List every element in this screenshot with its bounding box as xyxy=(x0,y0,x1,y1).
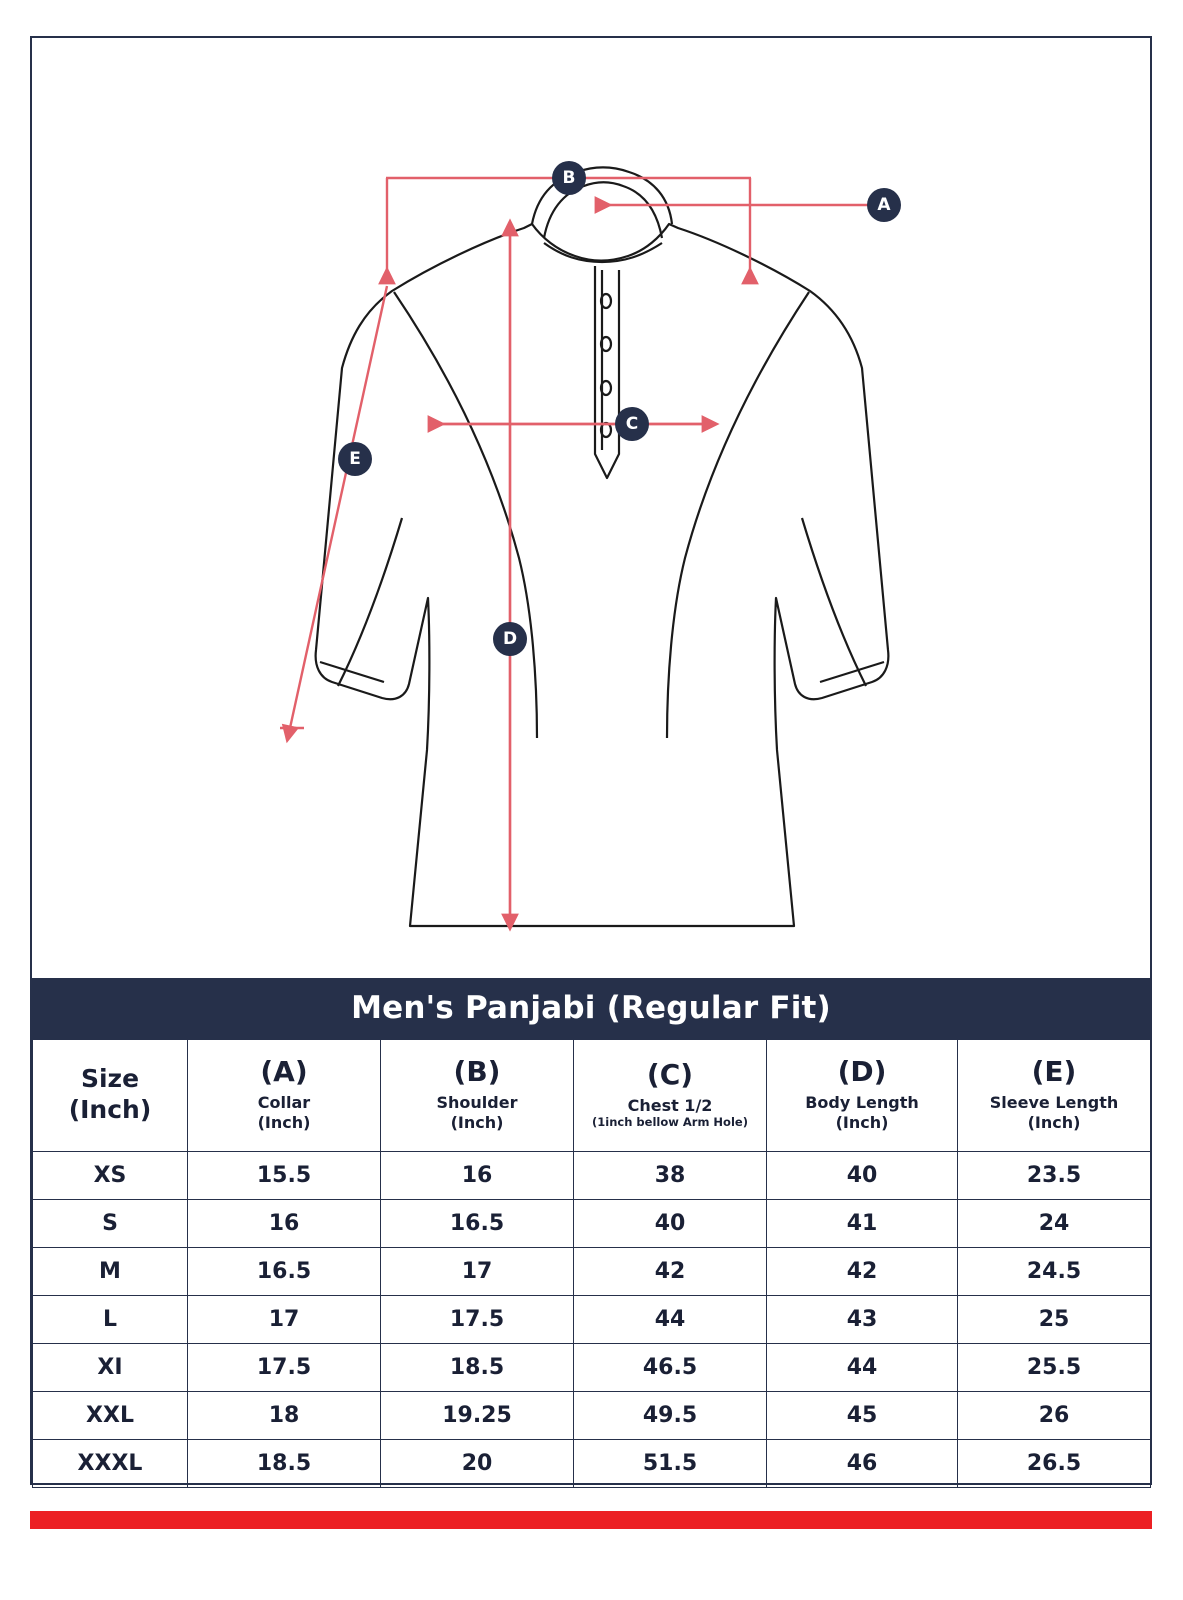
cell-collar: 15.5 xyxy=(188,1152,381,1200)
callout-badge-c xyxy=(615,407,649,441)
callout-badge-e xyxy=(338,442,372,476)
callout-label-e: E xyxy=(349,449,361,469)
header-shoulder-name: Shoulder xyxy=(436,1093,518,1113)
cell-body-length: 45 xyxy=(767,1392,958,1440)
header-shoulder-unit: (Inch) xyxy=(450,1113,504,1133)
cell-collar: 18.5 xyxy=(188,1440,381,1488)
table-row xyxy=(33,1248,1151,1296)
cell-size: M xyxy=(33,1248,188,1296)
callout-badge-a xyxy=(867,188,901,222)
header-collar xyxy=(188,1040,381,1152)
header-sleeve-length-unit: (Inch) xyxy=(1027,1113,1081,1133)
cell-body-length: 43 xyxy=(767,1296,958,1344)
cell-chest: 42 xyxy=(574,1248,767,1296)
cell-shoulder: 19.25 xyxy=(381,1392,574,1440)
header-body-length-letter: (D) xyxy=(837,1054,887,1088)
cell-shoulder: 17.5 xyxy=(381,1296,574,1344)
header-collar-letter: (A) xyxy=(260,1054,308,1088)
cell-size: XI xyxy=(33,1344,188,1392)
callout-label-a: A xyxy=(877,195,891,215)
header-size-letter: Size xyxy=(80,1064,140,1093)
panjabi-outline xyxy=(316,168,889,927)
header-size xyxy=(33,1040,188,1152)
cell-body-length: 40 xyxy=(767,1152,958,1200)
callout-badge-b xyxy=(552,161,586,195)
table-row xyxy=(33,1296,1151,1344)
header-body-length xyxy=(767,1040,958,1152)
callout-label-c: C xyxy=(625,414,639,434)
table-row xyxy=(33,1200,1151,1248)
callout-badge-d xyxy=(493,622,527,656)
cell-body-length: 42 xyxy=(767,1248,958,1296)
cell-shoulder: 18.5 xyxy=(381,1344,574,1392)
cell-sleeve-length: 26 xyxy=(958,1392,1151,1440)
cell-chest: 38 xyxy=(574,1152,767,1200)
cell-size: S xyxy=(33,1200,188,1248)
cell-sleeve-length: 24.5 xyxy=(958,1248,1151,1296)
cell-sleeve-length: 23.5 xyxy=(958,1152,1151,1200)
header-collar-unit: (Inch) xyxy=(257,1113,311,1133)
table-body xyxy=(33,1152,1151,1488)
cell-size: XXXL xyxy=(33,1440,188,1488)
cell-body-length: 41 xyxy=(767,1200,958,1248)
header-body-length-unit: (Inch) xyxy=(835,1113,889,1133)
table-row xyxy=(33,1440,1151,1488)
cell-chest: 40 xyxy=(574,1200,767,1248)
callout-label-b: B xyxy=(562,168,576,188)
table-row xyxy=(33,1344,1151,1392)
header-shoulder-letter: (B) xyxy=(453,1054,501,1088)
cell-collar: 18 xyxy=(188,1392,381,1440)
cell-collar: 16 xyxy=(188,1200,381,1248)
cell-shoulder: 20 xyxy=(381,1440,574,1488)
cell-shoulder: 16 xyxy=(381,1152,574,1200)
header-size-unit: (Inch) xyxy=(68,1094,152,1124)
cell-chest: 51.5 xyxy=(574,1440,767,1488)
cell-size: XXL xyxy=(33,1392,188,1440)
cell-sleeve-length: 25 xyxy=(958,1296,1151,1344)
table-row xyxy=(33,1392,1151,1440)
arrow-e xyxy=(290,286,387,728)
header-collar-name: Collar xyxy=(257,1093,311,1113)
cell-body-length: 46 xyxy=(767,1440,958,1488)
cell-sleeve-length: 25.5 xyxy=(958,1344,1151,1392)
cell-collar: 17 xyxy=(188,1296,381,1344)
header-body-length-name: Body Length xyxy=(805,1093,919,1113)
cell-chest: 49.5 xyxy=(574,1392,767,1440)
table-header-row xyxy=(33,1040,1151,1152)
cell-chest: 46.5 xyxy=(574,1344,767,1392)
table-title: Men's Panjabi (Regular Fit) xyxy=(32,978,1150,1039)
size-table-block xyxy=(32,978,1150,1488)
cell-collar: 17.5 xyxy=(188,1344,381,1392)
header-sleeve-length-name: Sleeve Length xyxy=(989,1093,1119,1113)
header-chest-letter: (C) xyxy=(646,1058,694,1091)
cell-shoulder: 17 xyxy=(381,1248,574,1296)
header-chest xyxy=(574,1040,767,1152)
cell-body-length: 44 xyxy=(767,1344,958,1392)
cell-sleeve-length: 24 xyxy=(958,1200,1151,1248)
size-table xyxy=(32,1039,1151,1488)
header-sleeve-length xyxy=(958,1040,1151,1152)
garment-illustration xyxy=(32,38,1150,978)
cell-collar: 16.5 xyxy=(188,1248,381,1296)
table-row xyxy=(33,1152,1151,1200)
bottom-accent-bar xyxy=(30,1511,1152,1529)
cell-shoulder: 16.5 xyxy=(381,1200,574,1248)
callout-label-d: D xyxy=(502,629,518,649)
cell-chest: 44 xyxy=(574,1296,767,1344)
cell-size: L xyxy=(33,1296,188,1344)
header-sleeve-length-letter: (E) xyxy=(1031,1054,1077,1088)
header-chest-name: Chest 1/2 xyxy=(627,1096,713,1116)
cell-size: XS xyxy=(33,1152,188,1200)
header-shoulder xyxy=(381,1040,574,1152)
cell-sleeve-length: 26.5 xyxy=(958,1440,1151,1488)
header-chest-note: (1inch bellow Arm Hole) xyxy=(592,1115,748,1130)
